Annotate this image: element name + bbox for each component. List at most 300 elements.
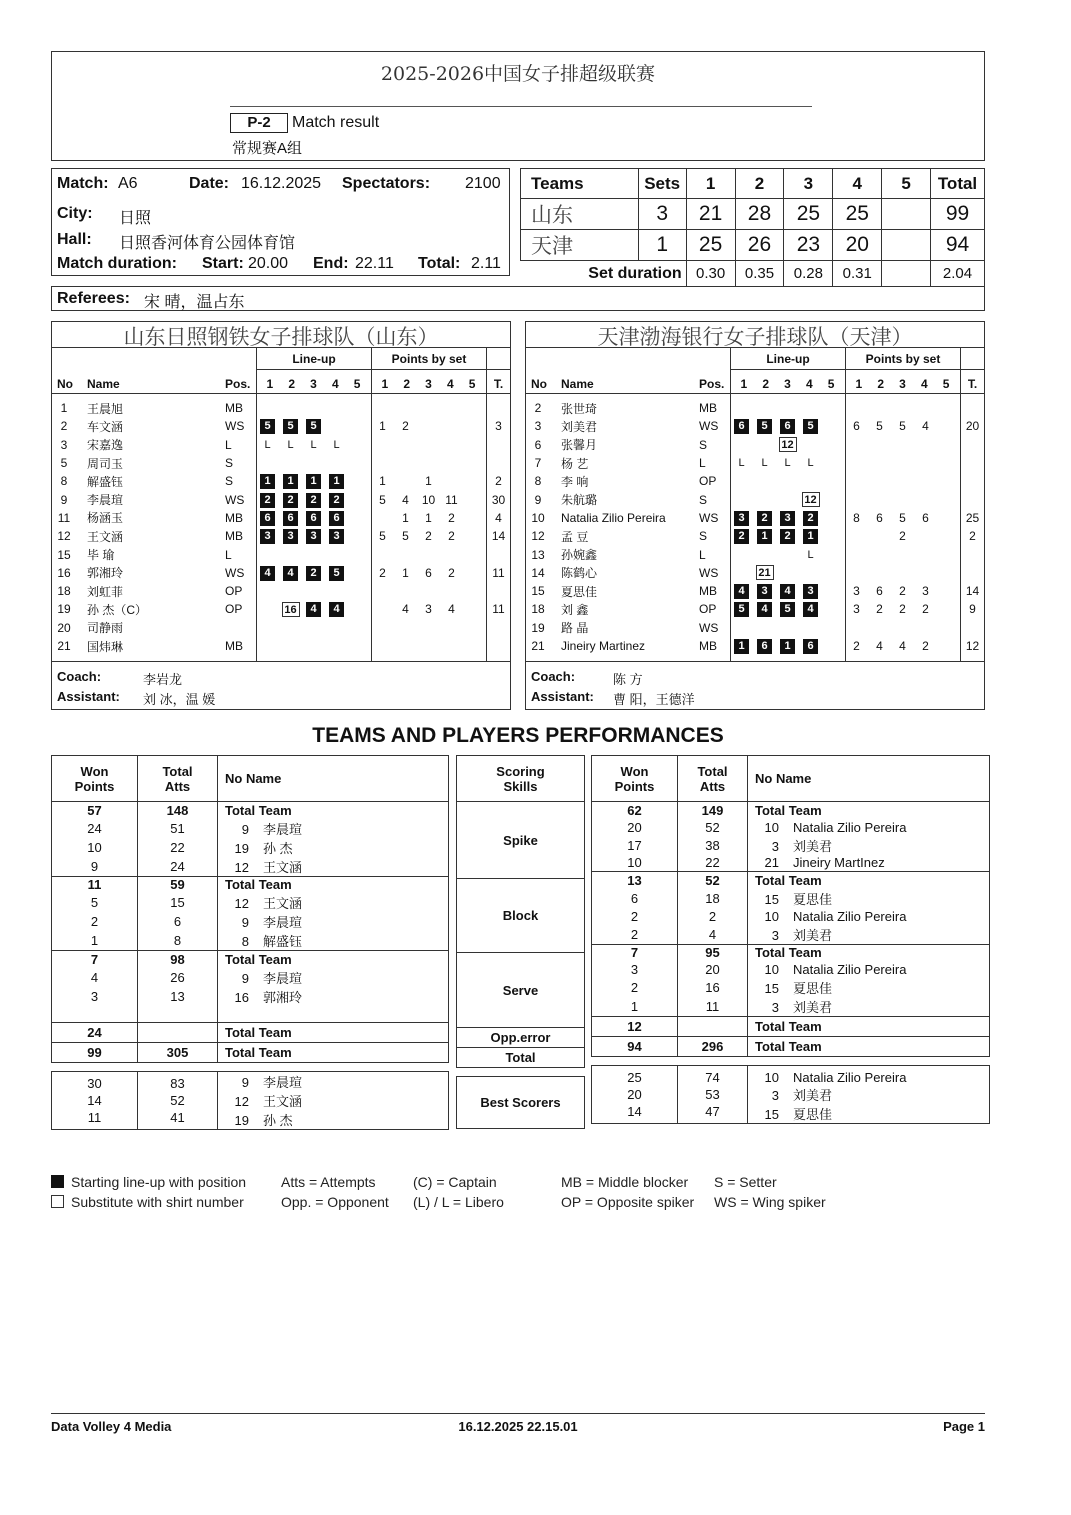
lineup-set-2: L xyxy=(761,457,768,470)
best-player-number: 12 xyxy=(234,1094,249,1109)
points-set-1: 2 xyxy=(853,639,860,653)
won-points: 3 xyxy=(592,961,678,978)
player-total-points xyxy=(486,619,511,637)
player-name: Jineiry Martinez xyxy=(561,639,646,653)
perf-player-number: 16 xyxy=(234,989,249,1005)
home-t-header: T. xyxy=(493,377,504,391)
total-atts: 52 xyxy=(678,819,748,836)
home-points-set-5: 5 xyxy=(468,377,476,391)
lineup-set-1: 1 xyxy=(734,639,749,654)
points-set-5 xyxy=(937,472,960,490)
perf-player-name: Jineiry MartInez xyxy=(793,855,885,871)
player-name: Natalia Zilio Pereira xyxy=(561,510,666,525)
match-label: Match: xyxy=(57,175,109,192)
away-team-short: 天津 xyxy=(521,230,639,261)
player-number: 3 xyxy=(534,419,542,434)
total-atts: 95 xyxy=(678,944,748,961)
footer-timestamp: 16.12.2025 22.15.01 xyxy=(458,1419,578,1434)
player-number: 15 xyxy=(57,547,71,562)
away-assistant: 曹 阳，王德洋 xyxy=(613,692,695,707)
perf-player-name: 李晨瑄 xyxy=(263,915,303,930)
points-set-4: 2 xyxy=(448,510,455,525)
lineup-set-3: 2 xyxy=(780,529,795,544)
lineup-set-2: 2 xyxy=(283,493,298,508)
best-atts: 53 xyxy=(678,1085,748,1104)
date-label: Date: xyxy=(189,175,230,192)
player-cell xyxy=(218,802,449,819)
player-cell xyxy=(748,944,990,961)
lineup-set-3: 12 xyxy=(779,437,797,452)
points-set-3 xyxy=(891,399,914,417)
home-set-5 xyxy=(882,199,931,230)
home-set-2: 28 xyxy=(735,199,784,230)
teams-header: Teams xyxy=(521,169,639,199)
away-no-header: No xyxy=(531,377,547,391)
points-set-1 xyxy=(845,436,868,454)
player-total-points: 11 xyxy=(492,602,505,617)
points-set-2 xyxy=(868,490,891,508)
away-coach-label: Coach: xyxy=(531,669,576,684)
points-set-3: 3 xyxy=(425,602,432,617)
perf-player-number: 10 xyxy=(764,962,779,977)
total-atts: 148 xyxy=(138,802,218,819)
player-name: 孙婉鑫 xyxy=(561,548,598,563)
total-team-label: Total Team xyxy=(755,802,822,818)
points-set-2: 4 xyxy=(876,639,883,653)
points-set-5 xyxy=(463,454,486,472)
home-player-area xyxy=(52,394,510,662)
points-set-2: 2 xyxy=(402,419,409,434)
best-won: 14 xyxy=(592,1104,678,1124)
won-points: 13 xyxy=(592,872,678,889)
player-name: 司静雨 xyxy=(87,621,124,636)
points-set-5 xyxy=(937,509,960,527)
points-set-5 xyxy=(463,545,486,563)
total-atts-header: Total Atts xyxy=(678,756,748,802)
home-coach: 李岩龙 xyxy=(143,672,183,687)
perf-row xyxy=(52,819,449,838)
points-set-3: 5 xyxy=(899,419,906,434)
lineup-set-1: L xyxy=(264,438,271,451)
perf-player-number: 12 xyxy=(234,896,249,911)
total-atts-header: Total Atts xyxy=(138,756,218,802)
player-position: WS xyxy=(699,419,719,434)
best-player-number: 15 xyxy=(764,1106,779,1122)
player-total-points xyxy=(486,399,511,417)
player-cell xyxy=(748,819,990,836)
points-set-5 xyxy=(463,472,486,490)
perf-row xyxy=(592,819,990,836)
player-cell xyxy=(218,912,449,931)
home-set-3: 25 xyxy=(784,199,833,230)
away-roster-header xyxy=(526,348,984,394)
home-team-name: 山东日照钢铁女子排球队（山东） xyxy=(52,321,510,348)
lineup-set-1: 6 xyxy=(260,511,275,526)
points-set-5 xyxy=(937,545,960,563)
player-total-points xyxy=(486,545,511,563)
total-atts: 98 xyxy=(138,951,218,968)
points-set-1 xyxy=(371,399,394,417)
lineup-set-3: 4 xyxy=(306,602,321,617)
perf-player-name: 夏思佳 xyxy=(793,891,833,907)
start-label: Start: xyxy=(202,255,244,272)
best-player-number: 10 xyxy=(764,1069,779,1085)
referees-label: Referees: xyxy=(57,290,130,307)
points-set-5 xyxy=(937,454,960,472)
away-header-rule xyxy=(730,369,984,370)
away-coach: 陈 方 xyxy=(613,672,643,687)
perf-player-number: 12 xyxy=(234,859,249,875)
end-label: End: xyxy=(313,255,349,272)
perf-player-number: 9 xyxy=(241,970,249,986)
points-set-5 xyxy=(937,436,960,454)
away-points-header: Points by set xyxy=(845,348,960,394)
legend-s: S = Setter xyxy=(714,1174,777,1190)
total-team-label: Total Team xyxy=(755,945,822,961)
points-set-5 xyxy=(463,527,486,545)
best-scorer-row xyxy=(592,1085,990,1104)
referees-value: 宋 晴，温占东 xyxy=(144,294,245,311)
won-points: 6 xyxy=(592,889,678,908)
player-position: L xyxy=(225,437,232,452)
lineup-set-2: 6 xyxy=(283,511,298,526)
points-set-3: 2 xyxy=(899,529,906,544)
gap-row xyxy=(592,1057,990,1066)
points-set-1 xyxy=(845,490,868,508)
perf-row xyxy=(592,855,990,872)
won-points-header: Won Points xyxy=(592,756,678,802)
opp-error-row xyxy=(592,1017,990,1037)
player-cell xyxy=(748,978,990,997)
set-header-3: 3 xyxy=(784,169,833,199)
skills-table xyxy=(456,755,585,1129)
away-total: 94 xyxy=(931,230,985,261)
best-scorer-row xyxy=(592,1066,990,1085)
won-points: 1 xyxy=(52,931,138,951)
set-duration-5 xyxy=(882,261,931,287)
points-set-2: 5 xyxy=(402,529,409,544)
points-set-1: 5 xyxy=(379,492,386,507)
best-won: 25 xyxy=(592,1066,678,1085)
player-total-points xyxy=(486,454,511,472)
perf-row xyxy=(592,997,990,1017)
player-number: 18 xyxy=(57,584,71,599)
perf-row xyxy=(592,978,990,997)
best-player-cell xyxy=(748,1066,990,1085)
won-points: 10 xyxy=(592,855,678,872)
player-name: 孙 杰（C） xyxy=(87,602,148,617)
set-header-2: 2 xyxy=(735,169,784,199)
start-value: 20.00 xyxy=(248,255,289,272)
lineup-set-1: 5 xyxy=(260,419,275,434)
best-player-cell xyxy=(218,1110,449,1130)
lineup-set-4: 4 xyxy=(803,602,818,617)
points-set-1 xyxy=(845,619,868,637)
points-set-3: 2 xyxy=(899,602,906,617)
player-row xyxy=(526,545,985,563)
hall-label: Hall: xyxy=(57,231,92,248)
total-atts: 4 xyxy=(678,925,748,945)
points-set-3 xyxy=(417,545,440,563)
home-assistant-label: Assistant: xyxy=(57,689,120,704)
points-set-1 xyxy=(371,600,394,618)
player-total-points: 30 xyxy=(491,492,506,507)
total-team-label: Total Team xyxy=(755,872,822,888)
points-set-1 xyxy=(845,564,868,582)
lineup-set-2: 16 xyxy=(282,602,300,617)
player-number: 19 xyxy=(57,602,71,617)
points-set-3 xyxy=(417,454,440,472)
away-player-table xyxy=(526,399,985,655)
best-player-cell xyxy=(218,1072,449,1092)
perf-row xyxy=(52,951,449,968)
player-total-points xyxy=(486,436,511,454)
total-atts: 24 xyxy=(138,857,218,877)
away-performance-table xyxy=(591,755,990,1124)
best-player-name: 孙 杰 xyxy=(263,1113,293,1128)
points-set-3 xyxy=(417,436,440,454)
player-cell xyxy=(218,987,449,1006)
match-value: A6 xyxy=(118,175,138,192)
match-info-box xyxy=(51,168,510,276)
lineup-set-3: 5 xyxy=(306,419,321,434)
perf-player-name: 刘美君 xyxy=(793,1000,833,1015)
best-scorers-label: Best Scorers xyxy=(457,1077,585,1129)
total-atts: 59 xyxy=(138,876,218,893)
player-position: MB xyxy=(225,529,243,544)
player-cell xyxy=(748,802,990,819)
total-atts: 22 xyxy=(138,838,218,857)
player-cell xyxy=(748,925,990,945)
home-lineup-set-5: 5 xyxy=(353,377,361,391)
perf-player-name: 王文涵 xyxy=(263,896,303,911)
set-header-4: 4 xyxy=(833,169,882,199)
lineup-set-2: 5 xyxy=(283,419,298,434)
points-set-4 xyxy=(914,490,937,508)
points-set-1: 8 xyxy=(853,510,860,525)
away-player-area xyxy=(526,394,984,662)
player-row xyxy=(52,472,511,490)
perf-row xyxy=(52,876,449,893)
lineup-set-4: 1 xyxy=(803,529,818,544)
total-duration-value: 2.11 xyxy=(471,255,501,272)
player-cell xyxy=(748,836,990,855)
points-set-5 xyxy=(463,399,486,417)
points-set-4 xyxy=(914,564,937,582)
points-set-4: 3 xyxy=(922,584,929,599)
won-points: 62 xyxy=(592,802,678,819)
date-value: 16.12.2025 xyxy=(241,175,322,192)
player-row xyxy=(52,527,511,545)
won-points-header: Won Points xyxy=(52,756,138,802)
won-points xyxy=(52,1006,138,1023)
city-value: 日照 xyxy=(119,210,152,227)
lineup-set-4: L xyxy=(333,438,340,451)
player-number: 19 xyxy=(531,620,545,635)
home-lineup-set-1: 1 xyxy=(266,377,274,391)
perf-row xyxy=(52,987,449,1006)
set-header-5: 5 xyxy=(882,169,931,199)
home-name-header: Name xyxy=(87,377,120,391)
home-lineup-set-2: 2 xyxy=(288,377,296,391)
points-set-3: 5 xyxy=(899,510,906,525)
lineup-set-4: 4 xyxy=(329,602,344,617)
player-total-points: 20 xyxy=(965,419,980,434)
perf-row xyxy=(592,908,990,925)
points-set-5 xyxy=(937,619,960,637)
lineup-set-2: L xyxy=(287,438,294,451)
total-atts: 11 xyxy=(678,997,748,1017)
home-points-set-4: 4 xyxy=(446,377,454,391)
lineup-set-4: L xyxy=(807,457,814,470)
player-total-points xyxy=(486,582,511,600)
player-cell xyxy=(218,893,449,912)
lineup-set-1: 2 xyxy=(260,493,275,508)
player-name: 张馨月 xyxy=(561,438,598,453)
away-set-3: 23 xyxy=(784,230,833,261)
lineup-set-1: L xyxy=(738,457,745,470)
points-set-1 xyxy=(371,637,394,655)
points-set-3 xyxy=(891,454,914,472)
opp-error-atts xyxy=(678,1017,748,1037)
points-set-3 xyxy=(417,582,440,600)
player-number: 21 xyxy=(531,639,545,653)
points-set-4 xyxy=(914,472,937,490)
points-set-4 xyxy=(914,527,937,545)
lineup-set-3: L xyxy=(784,457,791,470)
player-number: 12 xyxy=(57,529,71,544)
player-cell xyxy=(218,838,449,857)
player-position: OP xyxy=(225,584,243,599)
set-duration-2: 0.35 xyxy=(735,261,784,287)
hall-value: 日照香河体育公园体育馆 xyxy=(119,235,296,252)
best-player-cell xyxy=(748,1085,990,1104)
points-set-4: 2 xyxy=(448,565,455,580)
won-points: 2 xyxy=(52,912,138,931)
opp-error-label: Opp.error xyxy=(457,1028,585,1048)
report-title: Match result xyxy=(292,114,380,131)
points-set-2: 1 xyxy=(402,565,409,580)
set-duration-label: Set duration xyxy=(521,261,687,287)
opp-error-row xyxy=(52,1023,449,1043)
player-position: MB xyxy=(225,639,243,653)
points-set-3 xyxy=(891,472,914,490)
points-set-5 xyxy=(937,600,960,618)
points-set-3 xyxy=(891,545,914,563)
player-row xyxy=(526,490,985,508)
opp-error-atts xyxy=(138,1023,218,1043)
player-total-points xyxy=(486,637,511,655)
won-points: 7 xyxy=(52,951,138,968)
player-position: WS xyxy=(225,419,245,434)
points-set-1: 3 xyxy=(853,584,860,599)
points-set-4 xyxy=(914,545,937,563)
player-cell xyxy=(218,1006,449,1023)
best-player-name: 刘美君 xyxy=(793,1087,833,1103)
skill-name: Serve xyxy=(457,953,585,1028)
player-cell xyxy=(748,855,990,872)
total-won: 99 xyxy=(52,1043,138,1063)
legend-starting: Starting line-up with position xyxy=(71,1174,247,1190)
total-row xyxy=(52,1043,449,1063)
points-set-1 xyxy=(371,545,394,563)
lineup-set-1: 6 xyxy=(734,419,749,434)
best-won: 20 xyxy=(592,1085,678,1104)
away-team-name: 天津渤海银行女子排球队（天津） xyxy=(526,321,984,348)
player-total-points xyxy=(960,564,985,582)
points-set-2: 2 xyxy=(876,602,883,617)
footer-rule xyxy=(51,1413,985,1414)
player-position: WS xyxy=(699,620,719,635)
spectators-label: Spectators: xyxy=(342,175,431,192)
lineup-set-3: 2 xyxy=(306,566,321,581)
player-total-points: 9 xyxy=(969,602,976,617)
home-points-set-2: 2 xyxy=(403,377,411,391)
points-set-3 xyxy=(891,619,914,637)
points-set-1 xyxy=(845,527,868,545)
referees-box xyxy=(51,286,985,311)
opp-error-name: Total Team xyxy=(748,1017,990,1037)
perf-player-number: 8 xyxy=(241,934,249,949)
lineup-set-3: 4 xyxy=(780,584,795,599)
player-row xyxy=(526,454,985,472)
best-atts: 47 xyxy=(678,1104,748,1124)
player-name: 郭湘玲 xyxy=(87,566,124,581)
total-atts: 15 xyxy=(138,893,218,912)
set-header-1: 1 xyxy=(686,169,735,199)
player-name: 王文涵 xyxy=(87,529,124,544)
points-set-2 xyxy=(868,454,891,472)
duration-label: Match duration: xyxy=(57,255,177,272)
legend-libero: (L) / L = Libero xyxy=(413,1194,504,1210)
player-number: 18 xyxy=(531,602,545,617)
lineup-set-3: 1 xyxy=(306,474,321,489)
player-position: WS xyxy=(225,492,245,507)
points-set-3: 4 xyxy=(899,639,906,653)
player-number: 21 xyxy=(57,639,71,653)
points-set-2 xyxy=(394,545,417,563)
points-set-1 xyxy=(371,619,394,637)
points-set-2 xyxy=(394,619,417,637)
points-set-2 xyxy=(394,472,417,490)
points-set-3 xyxy=(417,637,440,655)
player-row xyxy=(52,454,511,472)
total-won: 94 xyxy=(592,1037,678,1057)
player-position: WS xyxy=(699,565,719,580)
best-atts: 52 xyxy=(138,1091,218,1110)
player-number: 2 xyxy=(534,401,542,416)
player-row xyxy=(52,600,511,618)
lineup-set-4: 12 xyxy=(802,492,820,507)
won-points: 24 xyxy=(52,819,138,838)
points-set-5 xyxy=(463,600,486,618)
away-lineup-set-4: 4 xyxy=(805,377,813,391)
points-set-4 xyxy=(440,417,463,435)
best-player-name: Natalia Zilio Pereira xyxy=(793,1069,907,1085)
points-set-4: 11 xyxy=(445,492,458,507)
total-atts: 2 xyxy=(678,908,748,925)
total-team-label: Total Team xyxy=(225,951,292,967)
legend-atts: Atts = Attempts xyxy=(281,1174,376,1190)
points-set-1 xyxy=(845,399,868,417)
points-set-1 xyxy=(371,509,394,527)
home-set-1: 21 xyxy=(686,199,735,230)
player-cell xyxy=(748,961,990,978)
lineup-set-2: 3 xyxy=(283,529,298,544)
points-set-3 xyxy=(891,564,914,582)
home-sets-won: 3 xyxy=(638,199,686,230)
player-position: S xyxy=(699,437,708,452)
